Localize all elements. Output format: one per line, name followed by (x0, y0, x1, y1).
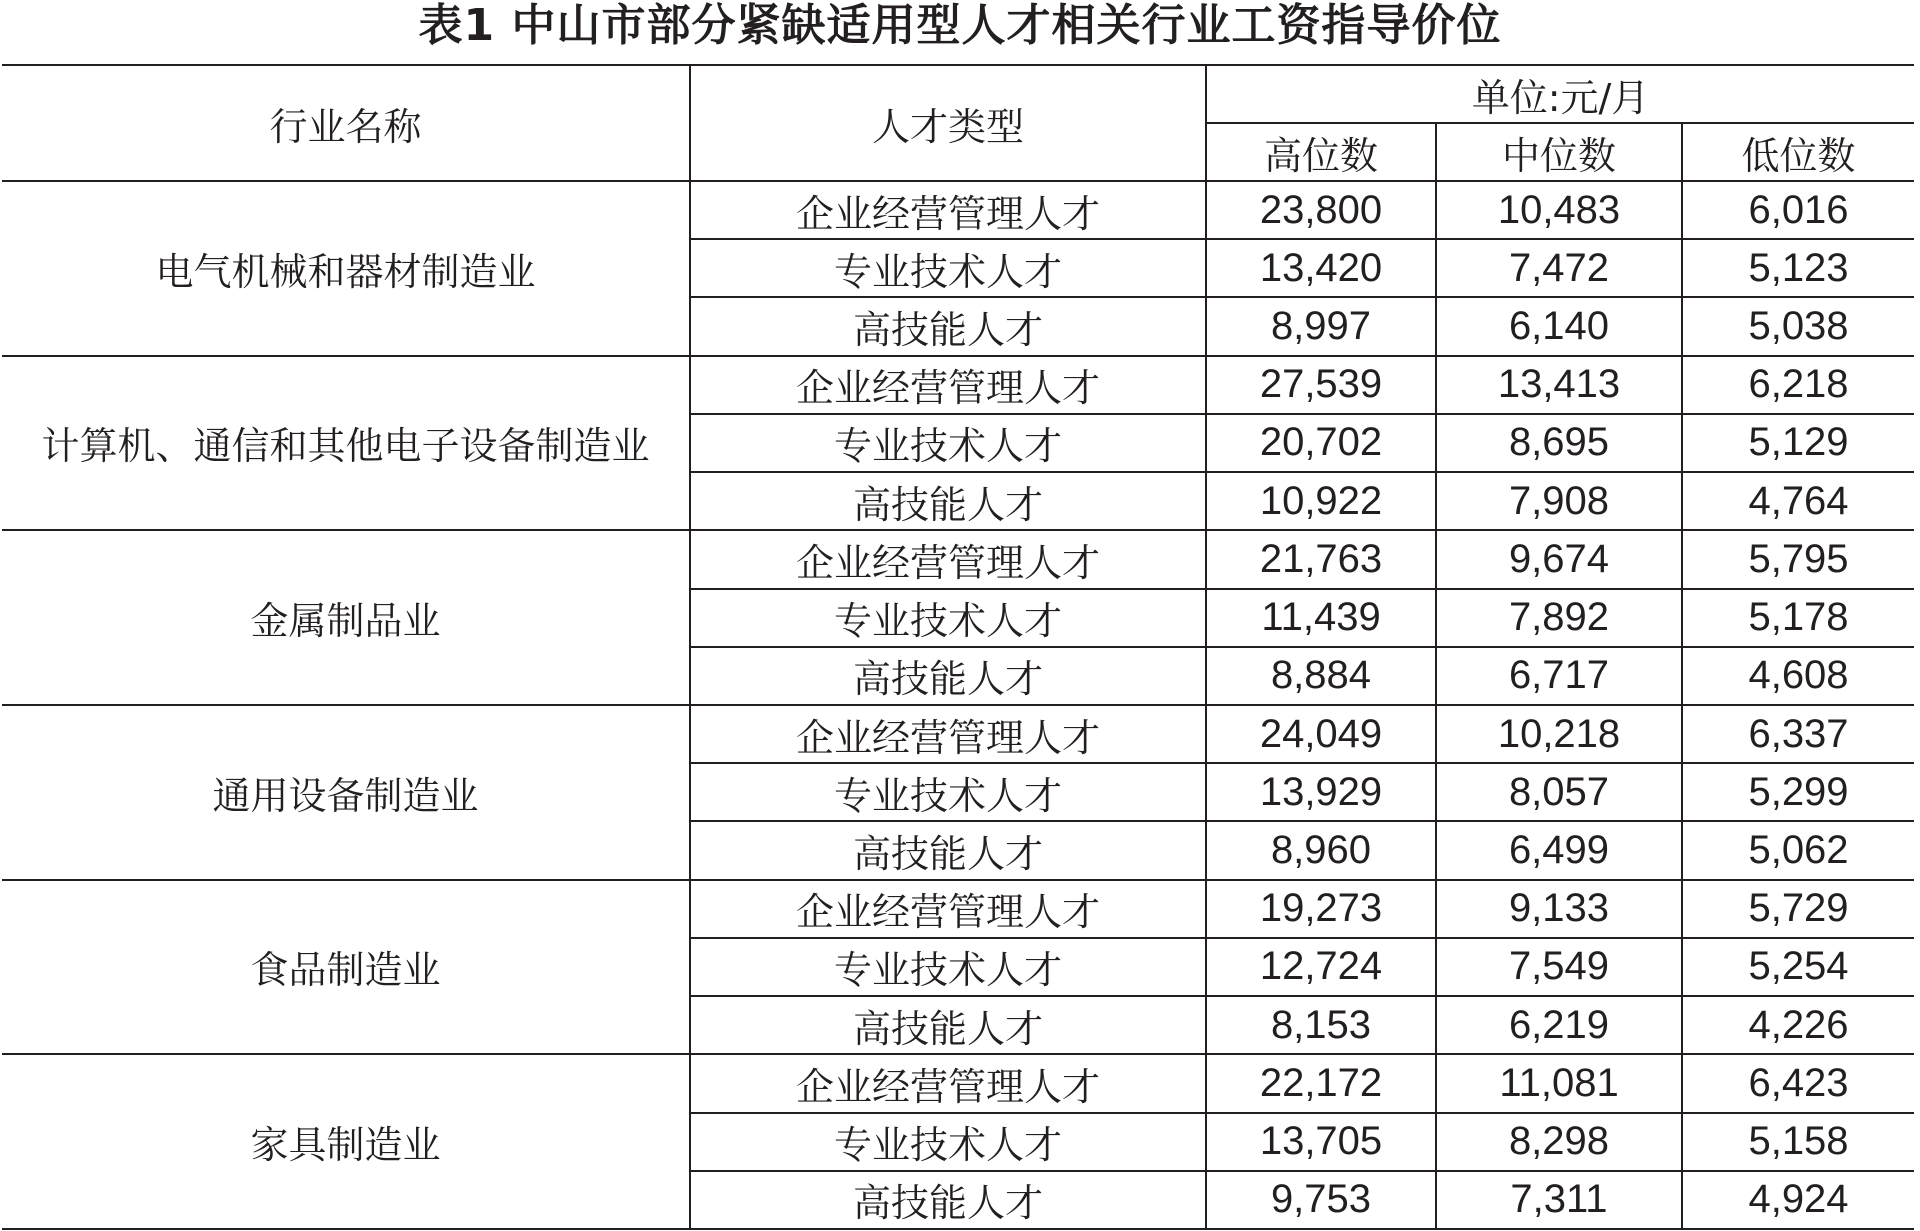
low-percentile-cell: 5,158 (1682, 1113, 1914, 1171)
median-cell: 11,081 (1436, 1054, 1682, 1112)
median-cell: 7,311 (1436, 1171, 1682, 1229)
low-percentile-cell: 4,924 (1682, 1171, 1914, 1229)
industry-name-cell: 电气机械和器材制造业 (2, 181, 690, 356)
header-industry: 行业名称 (2, 65, 690, 181)
industry-name-cell: 家具制造业 (2, 1054, 690, 1229)
table-row (2, 705, 1914, 763)
table-body (2, 181, 1914, 1229)
low-percentile-cell: 5,129 (1682, 414, 1914, 472)
median-cell: 9,133 (1436, 880, 1682, 938)
header-high-percentile: 高位数 (1206, 123, 1436, 181)
header-unit: 单位:元/月 (1206, 65, 1914, 123)
talent-type-cell: 企业经营管理人才 (690, 880, 1206, 938)
high-percentile-cell: 11,439 (1206, 589, 1436, 647)
median-cell: 7,908 (1436, 472, 1682, 530)
low-percentile-cell: 6,337 (1682, 705, 1914, 763)
talent-type-cell: 企业经营管理人才 (690, 356, 1206, 414)
low-percentile-cell: 5,729 (1682, 880, 1914, 938)
talent-type-cell: 企业经营管理人才 (690, 530, 1206, 588)
high-percentile-cell: 20,702 (1206, 414, 1436, 472)
high-percentile-cell: 8,997 (1206, 297, 1436, 355)
median-cell: 7,892 (1436, 589, 1682, 647)
talent-type-cell: 专业技术人才 (690, 938, 1206, 996)
industry-name-cell: 通用设备制造业 (2, 705, 690, 880)
header-low-percentile: 低位数 (1682, 123, 1914, 181)
talent-type-cell: 专业技术人才 (690, 589, 1206, 647)
median-cell: 6,140 (1436, 297, 1682, 355)
wage-guidance-table (2, 64, 1914, 1230)
talent-type-cell: 专业技术人才 (690, 763, 1206, 821)
median-cell: 7,472 (1436, 239, 1682, 297)
low-percentile-cell: 4,764 (1682, 472, 1914, 530)
industry-name-cell: 金属制品业 (2, 530, 690, 705)
low-percentile-cell: 6,016 (1682, 181, 1914, 239)
median-cell: 8,057 (1436, 763, 1682, 821)
talent-type-cell: 专业技术人才 (690, 1113, 1206, 1171)
high-percentile-cell: 9,753 (1206, 1171, 1436, 1229)
table-row (2, 356, 1914, 414)
talent-type-cell: 专业技术人才 (690, 239, 1206, 297)
talent-type-cell: 企业经营管理人才 (690, 705, 1206, 763)
talent-type-cell: 高技能人才 (690, 647, 1206, 705)
talent-type-cell: 高技能人才 (690, 821, 1206, 879)
high-percentile-cell: 19,273 (1206, 880, 1436, 938)
industry-name-cell: 计算机、通信和其他电子设备制造业 (2, 356, 690, 531)
talent-type-cell: 高技能人才 (690, 1171, 1206, 1229)
high-percentile-cell: 8,960 (1206, 821, 1436, 879)
high-percentile-cell: 13,929 (1206, 763, 1436, 821)
high-percentile-cell: 10,922 (1206, 472, 1436, 530)
high-percentile-cell: 8,884 (1206, 647, 1436, 705)
talent-type-cell: 企业经营管理人才 (690, 181, 1206, 239)
high-percentile-cell: 8,153 (1206, 996, 1436, 1054)
low-percentile-cell: 6,218 (1682, 356, 1914, 414)
median-cell: 7,549 (1436, 938, 1682, 996)
talent-type-cell: 专业技术人才 (690, 414, 1206, 472)
low-percentile-cell: 6,423 (1682, 1054, 1914, 1112)
high-percentile-cell: 12,724 (1206, 938, 1436, 996)
talent-type-cell: 高技能人才 (690, 996, 1206, 1054)
header-talent-type: 人才类型 (690, 65, 1206, 181)
table-row (2, 530, 1914, 588)
median-cell: 13,413 (1436, 356, 1682, 414)
median-cell: 6,499 (1436, 821, 1682, 879)
high-percentile-cell: 22,172 (1206, 1054, 1436, 1112)
median-cell: 10,483 (1436, 181, 1682, 239)
median-cell: 9,674 (1436, 530, 1682, 588)
high-percentile-cell: 24,049 (1206, 705, 1436, 763)
low-percentile-cell: 5,254 (1682, 938, 1914, 996)
median-cell: 6,717 (1436, 647, 1682, 705)
median-cell: 8,695 (1436, 414, 1682, 472)
low-percentile-cell: 5,795 (1682, 530, 1914, 588)
low-percentile-cell: 5,062 (1682, 821, 1914, 879)
talent-type-cell: 企业经营管理人才 (690, 1054, 1206, 1112)
high-percentile-cell: 21,763 (1206, 530, 1436, 588)
high-percentile-cell: 13,705 (1206, 1113, 1436, 1171)
low-percentile-cell: 5,038 (1682, 297, 1914, 355)
talent-type-cell: 高技能人才 (690, 297, 1206, 355)
median-cell: 8,298 (1436, 1113, 1682, 1171)
low-percentile-cell: 4,608 (1682, 647, 1914, 705)
median-cell: 6,219 (1436, 996, 1682, 1054)
low-percentile-cell: 5,178 (1682, 589, 1914, 647)
header-median: 中位数 (1436, 123, 1682, 181)
high-percentile-cell: 13,420 (1206, 239, 1436, 297)
table-row (2, 880, 1914, 938)
low-percentile-cell: 5,123 (1682, 239, 1914, 297)
high-percentile-cell: 27,539 (1206, 356, 1436, 414)
median-cell: 10,218 (1436, 705, 1682, 763)
table-row (2, 1054, 1914, 1112)
table-title: 表1 中山市部分紧缺适用型人才相关行业工资指导价位 (418, 0, 1502, 51)
industry-name-cell: 食品制造业 (2, 880, 690, 1055)
low-percentile-cell: 5,299 (1682, 763, 1914, 821)
table-row (2, 181, 1914, 239)
talent-type-cell: 高技能人才 (690, 472, 1206, 530)
high-percentile-cell: 23,800 (1206, 181, 1436, 239)
low-percentile-cell: 4,226 (1682, 996, 1914, 1054)
